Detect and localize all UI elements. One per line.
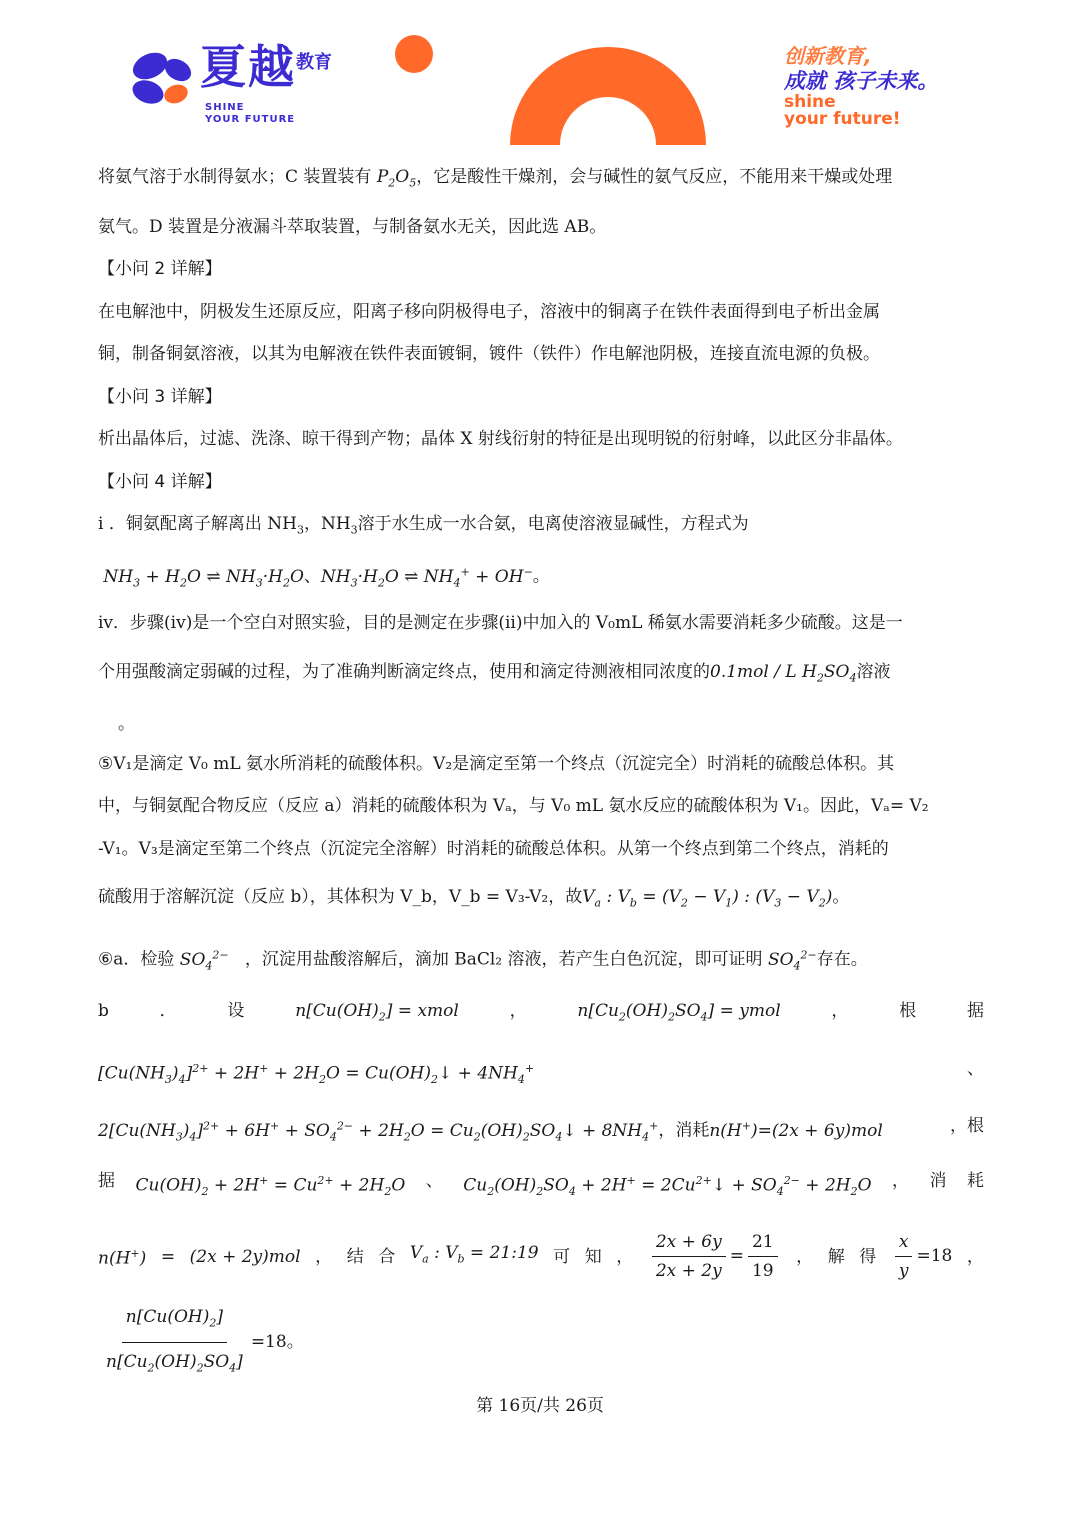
formula-volume-ratio: $V_a$ : $V_b = (V_2 - V_1)$ : $(V_3 - V_2)$ <box>582 887 833 910</box>
formula-sulfate-ion: $SO_4^{2-}$ <box>179 948 229 973</box>
formula-n-basic-sulfate: $n[Cu_2(OH)_2SO_4]$ = ymol <box>577 1001 781 1024</box>
paragraph-line: 硫酸用于溶解沉淀（反应 b），其体积为 V_b，V_b = V₃-V₂，故$V_a$ : $V_b = (V_2 - V_1)$ : $(V_3 - V_2)$。 <box>98 887 850 910</box>
slogan: 创新教育, 成就 孩子未来。 shine your future! <box>784 44 939 129</box>
equation-reaction-a1: $[Cu(NH_3)_4]^{2+} + 2H^+ + 2H_2O$ = $Cu(OH)_2↓ + 4NH_4^+$ <box>98 1062 535 1087</box>
formula-ratio-equation: $\frac{2x + 6y}{2x + 2y}$ = $\frac{21}{19}$ <box>648 1230 782 1283</box>
paragraph-line: -V₁。V₃是滴定至第二个终点（沉淀完全溶解）时消耗的硫酸总体积。从第一个终点到第二个终点，消耗的 <box>98 839 889 859</box>
equation-reaction-a2: $2[Cu(NH_3)_4]^{2+} + 6H^+ + SO_4^{2-} + 2H_2O$ = $Cu_2(OH)_2SO_4↓ + 8NH_4^+$ <box>98 1119 659 1144</box>
paragraph-line: b ． 设 $n[Cu(OH)_2]$ = xmol ， $n[Cu_2(OH)_2SO_4]$ = ymol ， 根 据 <box>98 996 984 1032</box>
paragraph-line: i ．铜氨配离子解离出 $NH_3$，$NH_3$溶于水生成一水合氨，电离使溶液显碱性，方程式为 <box>98 514 749 537</box>
paragraph-line: 中，与铜氨配合物反应（反应 a）消耗的硫酸体积为 Vₐ，与 V₀ mL 氨水反应的硫酸体积为 V₁。因此，Vₐ= V₂ <box>98 796 929 816</box>
flower-logo-icon <box>128 48 196 112</box>
formula-h2so4-concentration: 0.1mol / L $H_2SO_4$ <box>710 662 857 685</box>
formula-p2o5: $P_2O_5$ <box>376 167 417 190</box>
paragraph-line: 个用强酸滴定弱碱的过程，为了准确判断滴定终点，使用和滴定待测液相同浓度的0.1mol / L $H_2SO_4$溶液 <box>98 662 891 685</box>
page-number: 第 16页/共 26页 <box>476 1396 604 1416</box>
paragraph-line: 析出晶体后，过滤、洗涤、晾干得到产物；晶体 X 射线衍射的特征是出现明锐的衍射峰，以此区分非晶体。 <box>98 429 903 449</box>
formula-final-ratio: $\frac{n[Cu(OH)_2]}{n[Cu_2(OH)_2SO_4]}$ =18。 <box>98 1332 304 1352</box>
paragraph-line: ⑥a．检验 $SO_4^{2-}$ ，沉淀用盐酸溶解后，滴加 BaCl₂ 溶液，若产生白色沉淀，即可证明 $SO_4^{2-}$存在。 <box>98 948 868 973</box>
formula-va-vb-ratio: $V_a$ : $V_b$ = 21:19 <box>409 1243 539 1266</box>
equation-line: $[Cu(NH_3)_4]^{2+} + 2H^+ + 2H_2O$ = $Cu(OH)_2↓ + 4NH_4^+$ 、 <box>98 1054 984 1095</box>
decorative-arch-graphic <box>384 30 714 150</box>
equation-line: $2[Cu(NH_3)_4]^{2+} + 6H^+ + SO_4^{2-} + 2H_2O$ = $Cu_2(OH)_2SO_4↓ + 8NH_4^+$，消耗n(H+)=(2x + 6y)mol ，根 <box>98 1116 984 1144</box>
equation-line: n(H+) = (2x + 2y)mol ， 结 合 $V_a$ : $V_b$ = 21:19 可 知 ， $\frac{2x + 6y}{2x + 2y}$ = $\frac{21}{19}$ ， 解 得 $\frac{x}{y}$ =18 ， <box>98 1232 984 1281</box>
logo-english-tagline: SHINE YOUR FUTURE <box>205 102 296 125</box>
page-header <box>0 0 1080 150</box>
logo-chinese-name: 夏越 <box>200 40 296 94</box>
equation-ammonia-hydration: $NH_3 + H_2O$ ⇌ $NH_3\cdot H_2O$ <box>98 566 304 590</box>
paragraph-line: 氨气。D 装置是分液漏斗萃取装置，与制备氨水无关，因此选 AB。 <box>98 217 607 237</box>
equation-reaction-b2: $Cu_2(OH)_2SO_4 + 2H^+$ = $2Cu^{2+}↓ + SO_4^{2-} + 2H_2O$ <box>463 1174 872 1199</box>
formula-n-hplus-value: (2x + 2y)mol <box>189 1246 301 1267</box>
equation-line <box>98 1300 984 1386</box>
equation-line: $NH_3 + H_2O$ ⇌ $NH_3\cdot H_2O$、$NH_3\cdot H_2O$ ⇌ $NH_4^+ + OH^-$。 <box>98 565 550 590</box>
section-heading: 【小问 3 详解】 <box>98 387 222 407</box>
formula-n-cuoh2: $n[Cu(OH)_2]$ = xmol <box>295 1001 459 1024</box>
formula-x-over-y: $\frac{x}{y}$ =18 <box>891 1230 953 1283</box>
company-logo <box>128 40 348 134</box>
equation-reaction-b1: $Cu(OH)_2 + 2H^+ = Cu^{2+} + 2H_2O$ <box>135 1174 406 1199</box>
equation-line: 据 $Cu(OH)_2 + 2H^+ = Cu^{2+} + 2H_2O$ 、 $Cu_2(OH)_2SO_4 + 2H^+$ = $2Cu^{2+}↓ + SO_4^{2-} + 2H_2O$ ， 消 耗 <box>98 1166 984 1207</box>
paragraph-line: 铜，制备铜氨溶液，以其为电解液在铁件表面镀铜，镀件（铁件）作电解池阴极，连接直流电源的负极。 <box>98 344 880 364</box>
formula-n-hplus-consumed: n(H+)=(2x + 6y)mol <box>709 1119 883 1141</box>
paragraph-line: 将氨气溶于水制得氨水；C 装置装有 $P_2O_5$，它是酸性干燥剂，会与碱性的氨气反应，不能用来干燥或处理 <box>98 167 893 190</box>
paragraph-line: 在电解池中，阴极发生还原反应，阳离子移向阴极得电子，溶液中的铜离子在铁件表面得到电子析出金属 <box>98 302 880 322</box>
section-heading: 【小问 2 详解】 <box>98 259 222 279</box>
paragraph-line: 。 <box>118 714 135 734</box>
equation-ammonia-ionization: $NH_3\cdot H_2O$ ⇌ $NH_4^+ + OH^-$ <box>320 565 533 590</box>
logo-chinese-suffix: 教育 <box>296 52 332 73</box>
formula-sulfate-ion: $SO_4^{2-}$ <box>767 948 817 973</box>
section-heading: 【小问 4 详解】 <box>98 472 222 492</box>
paragraph-line: ⑤V₁是滴定 V₀ mL 氨水所消耗的硫酸体积。V₂是滴定至第一个终点（沉淀完全）时消耗的硫酸总体积。其 <box>98 754 895 774</box>
formula-n-hplus: n(H+) <box>98 1247 147 1269</box>
paragraph-line: iv．步骤(iv)是一个空白对照实验，目的是测定在步骤(ii)中加入的 V₀mL 稀氨水需要消耗多少硫酸。这是一 <box>98 613 903 633</box>
